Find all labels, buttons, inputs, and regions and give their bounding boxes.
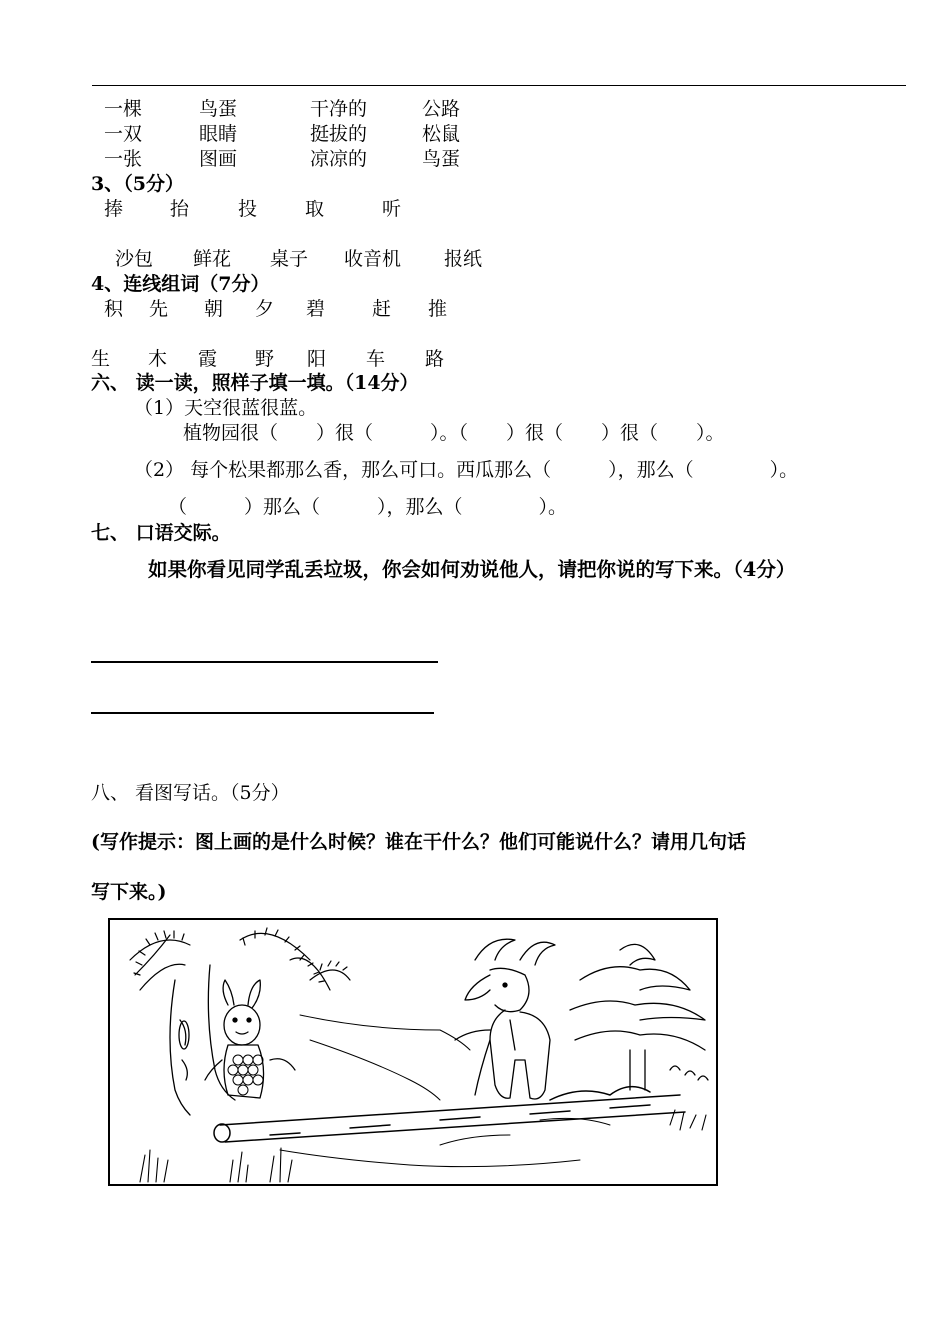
q3-noun: 报纸 xyxy=(444,248,483,270)
sec8-hint-line1: (写作提示：图上画的是什么时候？谁在干什么？他们可能说什么？请用几句话 xyxy=(91,831,746,853)
q4-bottom-char: 霞 xyxy=(198,348,218,370)
q3-noun: 沙包 xyxy=(115,248,154,270)
top-rule xyxy=(92,85,906,86)
grass-tufts xyxy=(140,1110,706,1182)
q4-bottom-char: 路 xyxy=(425,348,445,370)
q3-verb: 抬 xyxy=(170,198,190,220)
q4-bottom-char: 木 xyxy=(148,348,168,370)
reed-plants xyxy=(130,928,350,990)
pair-3-a: 一张 xyxy=(104,148,143,170)
pair-2-a: 一双 xyxy=(104,123,143,145)
goat-figure xyxy=(455,939,555,1099)
q4-top-char: 朝 xyxy=(204,298,224,320)
pair-2-c: 挺拔的 xyxy=(310,123,368,145)
q4-top-char: 碧 xyxy=(306,298,326,320)
pair-1-d: 公路 xyxy=(422,98,461,120)
illustration-drawing xyxy=(110,920,716,1184)
q4-bottom-char: 野 xyxy=(255,348,275,370)
sec7-title: 七、 口语交际。 xyxy=(91,522,231,544)
stream-lines xyxy=(280,1015,610,1167)
sec6-item2-example: （2） 每个松果都那么香，那么可口。西瓜那么（ ），那么（ ）。 xyxy=(134,459,799,481)
q3-noun: 桌子 xyxy=(270,248,309,270)
pair-3-b: 图画 xyxy=(199,148,238,170)
pair-2-b: 眼睛 xyxy=(199,123,238,145)
answer-line-2[interactable] xyxy=(91,712,434,714)
q3-noun: 收音机 xyxy=(344,248,402,270)
pair-2-d: 松鼠 xyxy=(422,123,461,145)
q3-title: 3、（5分） xyxy=(91,173,184,195)
pair-3-c: 凉凉的 xyxy=(310,148,368,170)
q4-bottom-char: 车 xyxy=(366,348,386,370)
answer-line-1[interactable] xyxy=(91,661,438,663)
pair-1-c: 干净的 xyxy=(310,98,368,120)
sec7-prompt: 如果你看见同学乱丢垃圾，你会如何劝说他人，请把你说的写下来。（4分） xyxy=(148,558,796,581)
q4-top-char: 夕 xyxy=(255,298,275,320)
story-illustration xyxy=(108,918,718,1186)
sec8-hint-line2: 写下来。) xyxy=(91,881,167,903)
pair-1-a: 一棵 xyxy=(104,98,143,120)
q3-verb: 捧 xyxy=(104,198,124,220)
q4-top-char: 推 xyxy=(428,298,448,320)
sec6-item2-blank: （ ）那么（ ），那么（ ）。 xyxy=(168,496,568,518)
q4-top-char: 先 xyxy=(149,298,169,320)
pair-1-b: 鸟蛋 xyxy=(199,98,238,120)
sec6-item1-blank: 植物园很（ ）很（ ）。（ ）很（ ）很（ ）。 xyxy=(183,422,725,444)
pine-tree xyxy=(570,944,708,1090)
sec6-title: 六、 读一读，照样子填一填。（14分） xyxy=(91,372,419,394)
q4-top-char: 赶 xyxy=(372,298,392,320)
q4-bottom-char: 生 xyxy=(91,348,111,370)
log-bridge xyxy=(214,1087,685,1142)
tree-trunk xyxy=(170,965,235,1115)
q3-verb: 投 xyxy=(238,198,258,220)
sec8-title: 八、 看图写话。（5分） xyxy=(91,782,290,804)
sec6-item1-example: （1）天空很蓝很蓝。 xyxy=(134,397,318,419)
q4-title: 4、连线组词（7分） xyxy=(91,273,270,295)
q3-verb: 听 xyxy=(382,198,402,220)
q4-top-char: 积 xyxy=(104,298,124,320)
q3-noun: 鲜花 xyxy=(193,248,232,270)
q4-bottom-char: 阳 xyxy=(307,348,327,370)
q3-verb: 取 xyxy=(305,198,325,220)
pair-3-d: 鸟蛋 xyxy=(422,148,461,170)
